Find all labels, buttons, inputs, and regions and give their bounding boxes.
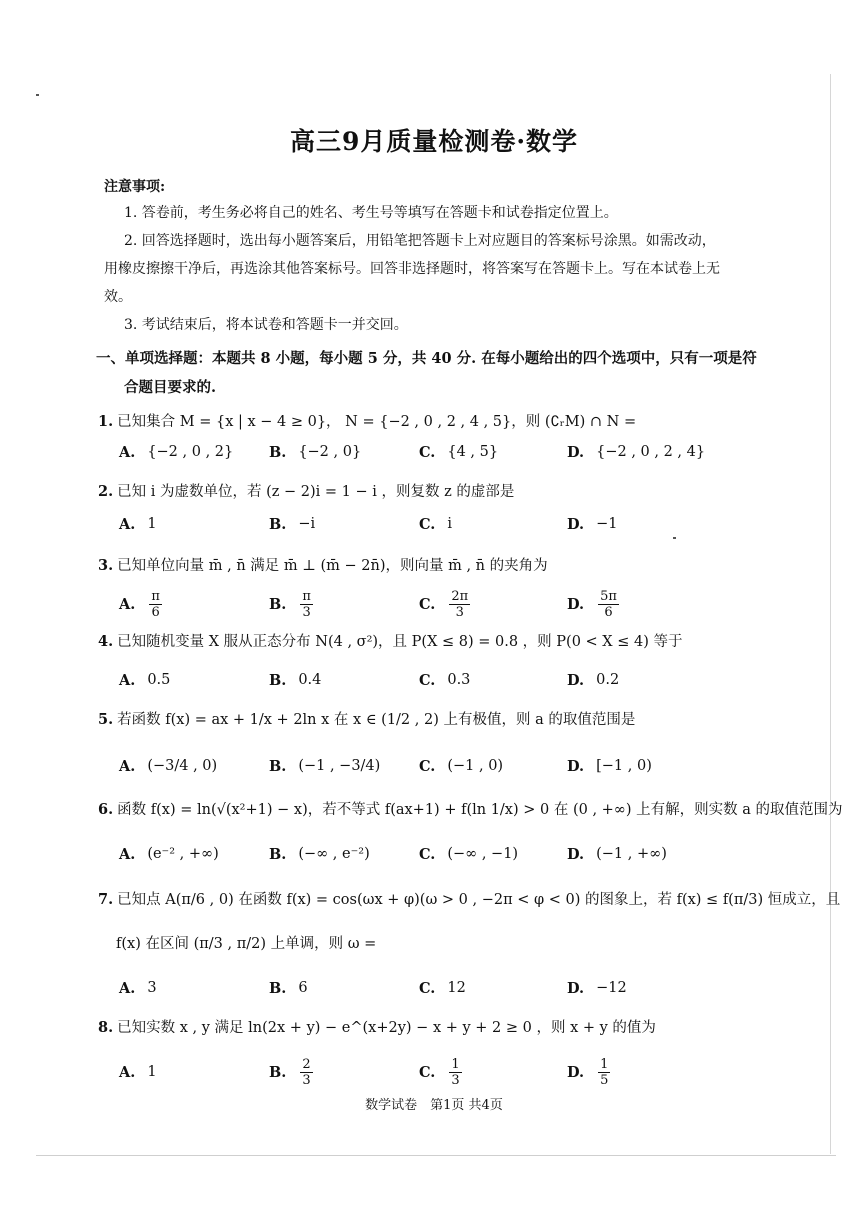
option-a[interactable]	[119, 834, 219, 874]
question-number: 2.	[98, 483, 114, 500]
fraction-numerator: 2π	[451, 588, 469, 604]
option-fraction	[149, 589, 162, 620]
option-value: {−2 , 0 , 2}	[147, 444, 234, 460]
option-letter: D.	[567, 595, 585, 613]
option-a[interactable]	[119, 1052, 157, 1092]
option-letter: C.	[419, 1063, 436, 1081]
option-letter: C.	[419, 979, 436, 997]
option-a[interactable]	[119, 746, 217, 786]
question-4-options	[119, 660, 739, 700]
option-letter: B.	[269, 515, 287, 533]
option-c[interactable]	[419, 660, 470, 700]
option-a[interactable]	[119, 504, 157, 544]
option-a[interactable]	[119, 660, 170, 700]
option-letter: B.	[269, 671, 287, 689]
question-number: 6.	[98, 801, 114, 818]
option-b[interactable]	[269, 504, 315, 544]
option-b[interactable]	[269, 746, 380, 786]
option-value: 0.5	[147, 672, 171, 688]
question-5-options	[119, 746, 739, 786]
option-letter: A.	[119, 671, 136, 689]
scan-edge-line	[830, 74, 831, 1154]
option-a[interactable]	[119, 432, 233, 472]
question-text: 已知点 A(π/6 , 0) 在函数 f(x) = cos(ωx + φ)(ω > 0 , −2π < φ < 0) 的图象上，若 f(x) ≤ f(π/3) 恒成立，且	[117, 892, 841, 908]
question-8-options	[119, 1052, 739, 1092]
option-value: (e⁻² , +∞)	[147, 846, 219, 862]
option-letter: D.	[567, 443, 585, 461]
option-d[interactable]	[567, 504, 617, 544]
page-footer: 数学试卷 第1页 共4页	[365, 1098, 503, 1113]
scan-bottom-line	[36, 1155, 836, 1156]
option-letter: A.	[119, 1063, 136, 1081]
fraction-numerator: 5π	[600, 588, 617, 604]
option-letter: D.	[567, 515, 585, 533]
option-value: 0.3	[447, 672, 471, 688]
question-8-stem	[98, 1016, 656, 1037]
option-b[interactable]	[269, 1052, 315, 1092]
option-value: (−∞ , e⁻²)	[298, 846, 370, 862]
question-number: 4.	[98, 633, 114, 650]
option-c[interactable]	[419, 1052, 464, 1092]
question-3-options	[119, 584, 739, 624]
option-letter: C.	[419, 443, 436, 461]
option-d[interactable]	[567, 746, 652, 786]
option-letter: D.	[567, 671, 585, 689]
option-c[interactable]	[419, 968, 466, 1008]
section-heading-cont: 合题目要求的.	[124, 379, 217, 396]
option-letter: C.	[419, 757, 436, 775]
option-letter: B.	[269, 979, 287, 997]
option-c[interactable]	[419, 504, 452, 544]
option-a[interactable]	[119, 968, 157, 1008]
question-2-stem	[98, 480, 514, 501]
fraction-denominator: 3	[451, 1072, 460, 1088]
option-value: [−1 , 0)	[596, 758, 652, 774]
option-value: {4 , 5}	[447, 444, 499, 460]
option-b[interactable]	[269, 584, 315, 624]
question-text: 函数 f(x) = ln(√(x²+1) − x)，若不等式 f(ax+1) + f(ln 1/x) > 0 在 (0 , +∞) 上有解，则实数 a 的取值范围为	[117, 802, 843, 818]
option-letter: C.	[419, 515, 436, 533]
option-value: 1	[147, 1064, 157, 1080]
fraction-denominator: 5	[600, 1072, 609, 1088]
option-value: (−3/4 , 0)	[147, 758, 218, 774]
option-fraction	[598, 1057, 610, 1088]
fraction-denominator: 3	[302, 604, 311, 620]
question-text: 已知 i 为虚数单位，若 (z − 2)i = 1 − i ，则复数 z 的虚部是	[117, 484, 515, 500]
option-value: 12	[447, 980, 466, 996]
option-value: 6	[298, 980, 308, 996]
option-fraction	[300, 1057, 312, 1088]
option-fraction	[449, 1057, 461, 1088]
option-value: {−2 , 0}	[298, 444, 362, 460]
notice-item-3: 3. 考试结束后，将本试卷和答题卡一并交回。	[124, 317, 408, 333]
option-letter: D.	[567, 845, 585, 863]
fraction-numerator: π	[151, 588, 160, 604]
question-text: 已知单位向量 m̄ , n̄ 满足 m̄ ⊥ (m̄ − 2n̄)，则向量 m̄ , n̄ 的夹角为	[117, 558, 548, 574]
question-1-options	[119, 432, 739, 472]
option-c[interactable]	[419, 584, 472, 624]
question-number: 3.	[98, 557, 114, 574]
option-d[interactable]	[567, 1052, 612, 1092]
option-c[interactable]	[419, 834, 518, 874]
option-a[interactable]	[119, 584, 164, 624]
option-d[interactable]	[567, 968, 627, 1008]
option-letter: A.	[119, 595, 136, 613]
scan-speck	[36, 94, 39, 96]
question-2-options	[119, 504, 739, 544]
option-letter: D.	[567, 1063, 585, 1081]
notice-item-2: 2. 回答选择题时，选出每小题答案后，用铅笔把答题卡上对应题目的答案标号涂黑。如需改动，	[124, 233, 716, 249]
question-7-stem-cont: f(x) 在区间 (π/3 , π/2) 上单调，则 ω =	[116, 936, 377, 952]
fraction-denominator: 3	[455, 604, 464, 620]
option-letter: B.	[269, 443, 287, 461]
option-d[interactable]	[567, 432, 705, 472]
question-text: 已知实数 x , y 满足 ln(2x + y) − e^(x+2y) − x + y + 2 ≥ 0 ，则 x + y 的值为	[117, 1020, 656, 1036]
fraction-denominator: 6	[151, 604, 160, 620]
question-7-stem	[98, 888, 840, 909]
option-letter: C.	[419, 671, 436, 689]
option-d[interactable]	[567, 584, 621, 624]
option-letter: B.	[269, 845, 287, 863]
fraction-numerator: 1	[451, 1056, 460, 1072]
option-value: i	[447, 516, 452, 532]
option-value: (−1 , −3/4)	[298, 758, 381, 774]
option-letter: B.	[269, 595, 287, 613]
fraction-denominator: 6	[604, 604, 613, 620]
question-number: 7.	[98, 891, 114, 908]
option-value: 0.4	[298, 672, 322, 688]
option-value: (−∞ , −1)	[447, 846, 519, 862]
notice-item-2-end: 效。	[104, 289, 132, 305]
fraction-numerator: 1	[600, 1056, 609, 1072]
fraction-numerator: π	[302, 588, 311, 604]
option-letter: A.	[119, 845, 136, 863]
option-fraction	[449, 589, 470, 620]
notice-item-2-cont: 用橡皮擦擦干净后，再选涂其他答案标号。回答非选择题时，将答案写在答题卡上。写在本试卷上无	[104, 261, 720, 277]
question-6-stem	[98, 798, 843, 819]
question-4-stem	[98, 630, 682, 651]
option-letter: B.	[269, 1063, 287, 1081]
question-6-options	[119, 834, 739, 874]
option-fraction	[300, 589, 313, 620]
question-text: 若函数 f(x) = ax + 1/x + 2ln x 在 x ∈ (1/2 , 2) 上有极值，则 a 的取值范围是	[117, 712, 636, 728]
option-b[interactable]	[269, 968, 308, 1008]
option-letter: A.	[119, 515, 136, 533]
fraction-denominator: 3	[302, 1072, 311, 1088]
option-value: −1	[596, 516, 618, 532]
question-1-stem	[98, 410, 636, 431]
option-letter: B.	[269, 757, 287, 775]
option-value: −i	[298, 516, 316, 532]
option-value: −12	[596, 980, 627, 996]
option-letter: D.	[567, 757, 585, 775]
question-5-stem	[98, 708, 635, 729]
option-letter: C.	[419, 845, 436, 863]
option-letter: A.	[119, 443, 136, 461]
question-3-stem	[98, 554, 548, 575]
question-text: 已知集合 M = {x | x − 4 ≥ 0}， N = {−2 , 0 , 2 , 4 , 5}，则 (∁ᵣM) ∩ N =	[117, 414, 637, 430]
option-b[interactable]	[269, 660, 321, 700]
option-d[interactable]	[567, 834, 667, 874]
option-d[interactable]	[567, 660, 619, 700]
option-letter: C.	[419, 595, 436, 613]
notice-item-1: 1. 答卷前，考生务必将自己的姓名、考生号等填写在答题卡和试卷指定位置上。	[124, 205, 618, 221]
fraction-numerator: 2	[302, 1056, 311, 1072]
option-value: {−2 , 0 , 2 , 4}	[596, 444, 706, 460]
question-number: 1.	[98, 413, 114, 430]
page-title: 高三9月质量检测卷·数学	[289, 127, 579, 156]
option-c[interactable]	[419, 432, 498, 472]
option-value: (−1 , +∞)	[596, 846, 667, 862]
option-letter: D.	[567, 979, 585, 997]
option-c[interactable]	[419, 746, 503, 786]
option-letter: A.	[119, 757, 136, 775]
option-b[interactable]	[269, 432, 361, 472]
option-fraction	[598, 589, 619, 620]
option-value: 0.2	[596, 672, 620, 688]
question-number: 8.	[98, 1019, 114, 1036]
question-number: 5.	[98, 711, 114, 728]
option-value: 1	[147, 516, 157, 532]
option-b[interactable]	[269, 834, 370, 874]
option-value: 3	[147, 980, 157, 996]
notice-heading: 注意事项:	[104, 179, 166, 195]
question-text: 已知随机变量 X 服从正态分布 N(4 , σ²)，且 P(X ≤ 8) = 0.8 ，则 P(0 < X ≤ 4) 等于	[117, 634, 683, 650]
option-letter: A.	[119, 979, 136, 997]
section-heading: 一、单项选择题：本题共 8 小题，每小题 5 分，共 40 分. 在每小题给出的四个选项中，只有一项是符	[96, 350, 757, 367]
question-7-options	[119, 968, 739, 1008]
option-value: (−1 , 0)	[447, 758, 504, 774]
